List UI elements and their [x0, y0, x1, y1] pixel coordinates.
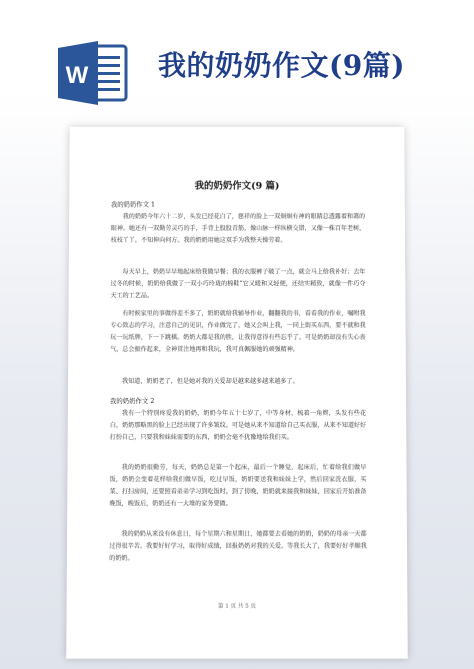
section-subtitle: 我的奶奶作文 2: [109, 396, 155, 405]
paragraph: 我的奶奶今年六十二岁，头发已经花白了，慈祥的脸上一双炯炯有神的眼睛总透露着和蔼的眼神。她还有一双勤劳灵巧的手，手背上股股青筋，像山脉一样纵横交错，又像一株百年老树，枝枝丫丫，不知伸向何方。我的奶奶用她这双手为我整天操劳着。: [110, 213, 366, 244]
section-subtitle: 我的奶奶作文 1: [110, 200, 156, 209]
paragraph: 有时候家里的事做得差不多了，奶奶就给我辅导作业，翻翻我的书，看看我的作业，嘱咐我专心致志的学习，注意自己的见识，作业做完了，她又会叫上我，一同上街买东西，要不就和我玩一玩纸牌，下一下跳棋。奶奶大都是我的胜，让我得意得有些忘乎了。可是奶奶却没有失心丧气，总会振作起来，全神贯注地再和我玩，我可真佩服她的顽强精神。: [110, 310, 366, 354]
document-preview[interactable]: [66, 127, 408, 659]
paragraph: 我知道，奶奶老了，但是她对我的关爱却是越来越多越来越多了。: [122, 378, 299, 386]
paragraph: 我有一个特别疼爱我的奶奶，奶奶今年五十七岁了，中等身材，梳着一角辫，头发有些花白，奶奶那略黑的脸上已经出现了许多皱纹。可是她从来不知道给自己买衣服，从来不知道好好打扮自己，只要我和妹妹需要的东西，奶奶会毫不犹豫地给我们买。: [109, 410, 367, 442]
paragraph: 我的奶奶从来没有休息日，每个星期六和星期日，她都要去看她的奶奶，奶奶的母亲一天都过得很辛苦。我要好好学习，取得好成绩，回报奶奶对我的关爱。等我长大了，我要好好孝顺我的奶奶。: [109, 530, 367, 563]
page-title: 我的奶奶作文(9篇): [158, 49, 405, 82]
paragraph: 每天早上，奶奶早早地起床给我做早餐；我的衣服裤子破了一点，就会马上给我补好；去年过冬的时候，奶奶给我做了一双小巧玲珑的棉鞋“它又暖和又轻便，还结实精致，就像一件巧夺天工的工艺品。: [110, 268, 366, 300]
svg-text:W: W: [65, 62, 89, 89]
page-footer: 第 1 页 共 5 页: [217, 603, 257, 610]
paragraph: 我的奶奶很勤劳，每天，奶奶总是第一个起床，最后一个睡觉，起床后，忙着给我们做早饭，奶奶会变着花样给我们做早饭，吃过早饭，奶奶要送我和妹妹上学，然后回家洗衣服、买菜、打扫房间，还要照看弟弟学习到吃饭时。到了傍晚，奶奶就来接我和妹妹，回家后开始准备晚饭，晚饭后，奶奶还有一大堆的家务要做。: [109, 464, 367, 508]
word-logo-icon: [58, 40, 130, 106]
document-title: 我的奶奶作文(9 篇): [194, 180, 280, 192]
